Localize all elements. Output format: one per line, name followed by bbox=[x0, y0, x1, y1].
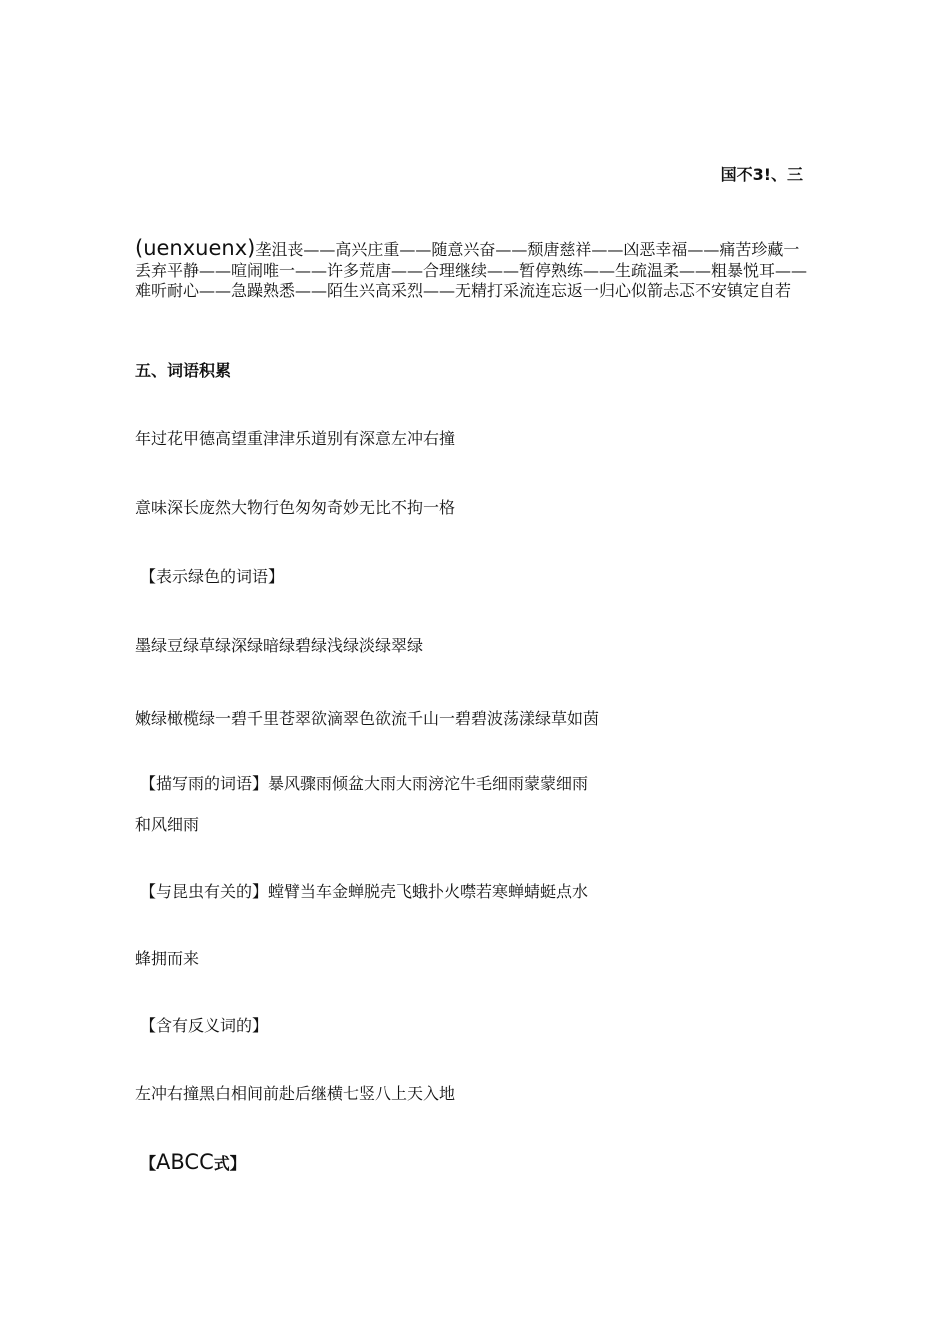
insect-words-continuation: 蜂拥而来 bbox=[135, 949, 200, 968]
idiom-line-2: 意味深长庞然大物行色匆匆奇妙无比不拘一格 bbox=[135, 498, 456, 517]
green-words-heading: 【表示绿色的词语】 bbox=[140, 567, 285, 586]
green-words-line-2: 嫩绿橄榄绿一碧千里苍翠欲滴翠色欲流千山一碧碧波荡漾绿草如茵 bbox=[135, 709, 600, 728]
antonym-idioms-line: 左冲右撞黑白相间前赴后继横七竖八上天入地 bbox=[135, 1084, 456, 1103]
abcc-pattern: ABCC bbox=[156, 1150, 214, 1174]
abcc-heading bbox=[140, 1150, 246, 1174]
rain-words-line: 【描写雨的词语】暴风骤雨倾盆大雨大雨滂沱牛毛细雨蒙蒙细雨 bbox=[140, 774, 589, 793]
green-words-line-1: 墨绿豆绿草绿深绿暗绿碧绿浅绿淡绿翠绿 bbox=[135, 636, 424, 655]
idiom-line-1: 年过花甲德高望重津津乐道别有深意左冲右撞 bbox=[135, 429, 456, 448]
page-header-text: 国不3!、三 bbox=[720, 165, 803, 184]
pinyin-lead: (uenxuenx) bbox=[135, 236, 256, 260]
rain-words-continuation: 和风细雨 bbox=[135, 815, 200, 834]
section-title: 五、词语积累 bbox=[135, 361, 232, 380]
insect-words-line: 【与昆虫有关的】螳臂当车金蝉脱壳飞蛾扑火噤若寒蝉蜻蜓点水 bbox=[140, 882, 589, 901]
antonym-idioms-heading: 【含有反义词的】 bbox=[140, 1016, 269, 1035]
abcc-open-bracket: 【 bbox=[140, 1154, 157, 1173]
antonym-pairs-text: 垄沮丧——高兴庄重——随意兴奋——颓唐慈祥——凶恶幸福——痛苦珍藏一丢弃平静——喧闹唯一——许多荒唐——合理继续——暂停熟练——生疏温柔——粗暴悦耳——难听耐心——急躁熟悉——陌生兴高采烈——无精打采流连忘返一归心似箭忐忑不安镇定自若 bbox=[135, 240, 808, 300]
abcc-close: 式】 bbox=[213, 1154, 246, 1173]
antonym-pairs-paragraph bbox=[135, 238, 807, 302]
